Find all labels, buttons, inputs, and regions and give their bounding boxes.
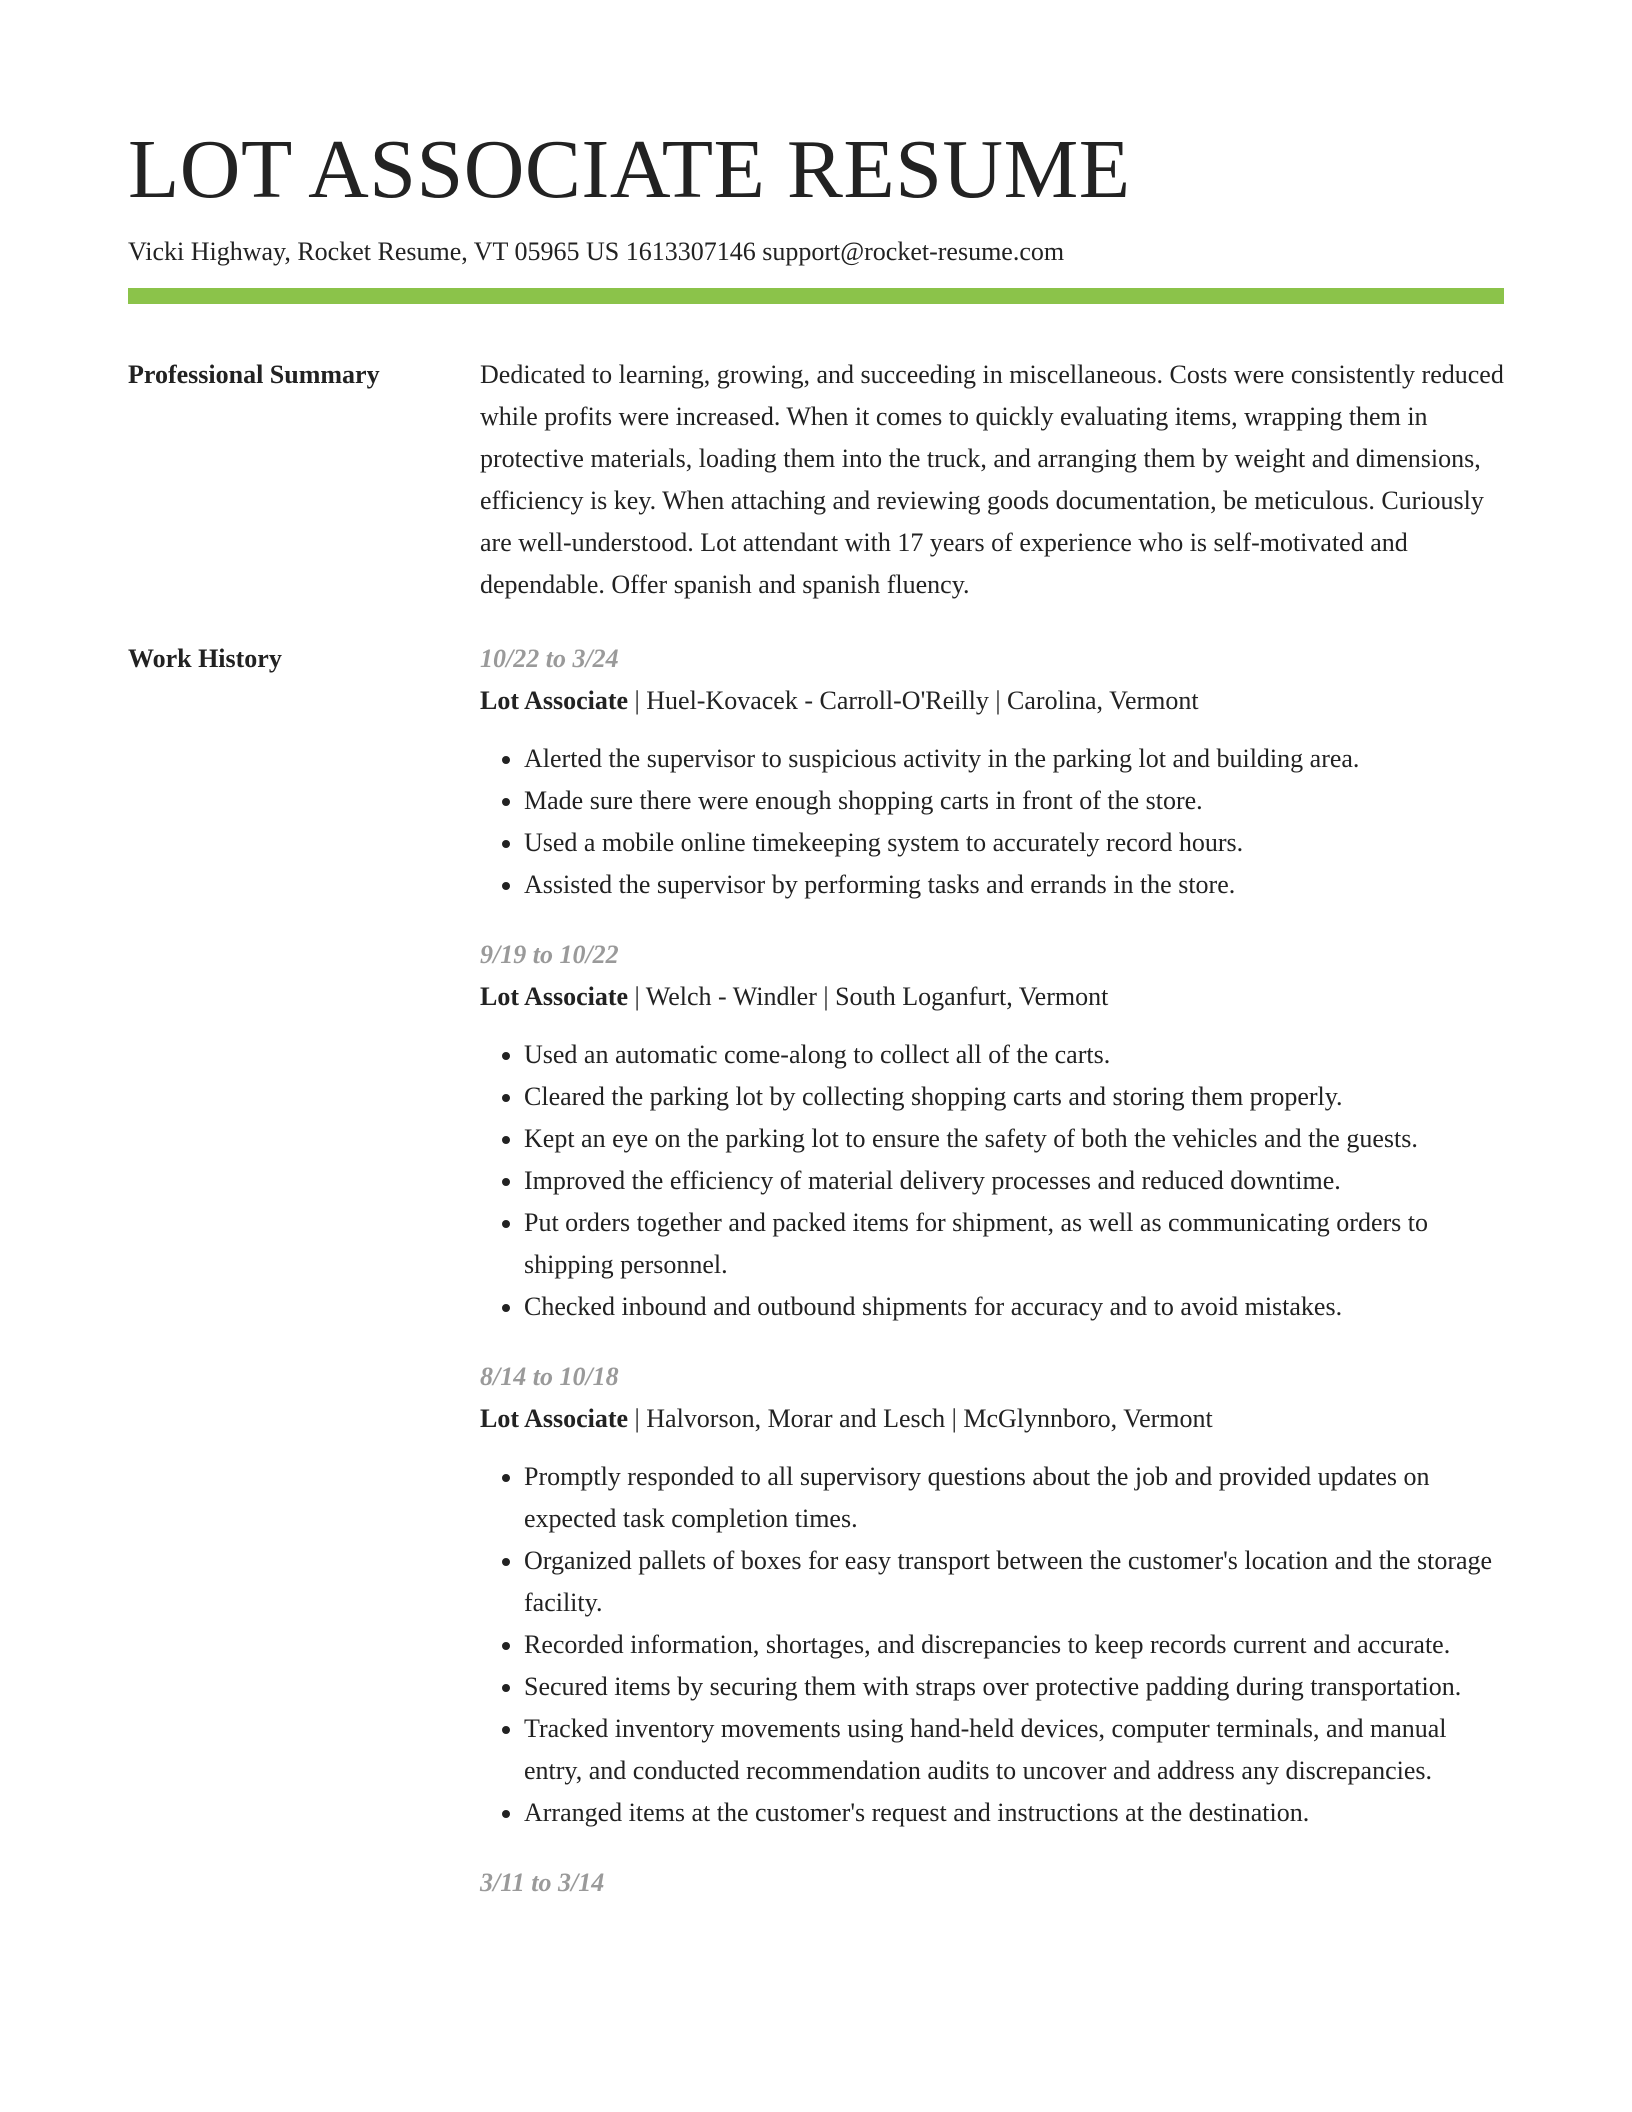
job-heading [480, 976, 1504, 1018]
job-bullet-item: • Cleared the parking lot by collecting shopping carts and storing them properly. [524, 1076, 1504, 1118]
job-dates: 10/22 to 3/24 [480, 644, 619, 673]
work-history-section [128, 638, 1504, 1932]
job-bullet-item: • Recorded information, shortages, and discrepancies to keep records current and accurate. [524, 1624, 1504, 1666]
job-bullet-list [480, 1034, 1504, 1328]
job-employer-location: | Welch - Windler | South Loganfurt, Vermont [628, 982, 1109, 1011]
contact-line: Vicki Highway, Rocket Resume, VT 05965 US 1613307146 support@rocket-resume.com [128, 237, 1065, 266]
job-employer-location: | Halvorson, Morar and Lesch | McGlynnboro, Vermont [628, 1404, 1213, 1433]
job-bullet-item: • Kept an eye on the parking lot to ensure the safety of both the vehicles and the guests. [524, 1118, 1504, 1160]
job-entry [480, 1356, 1504, 1834]
job-bullet-item: • Organized pallets of boxes for easy transport between the customer's location and the storage facility. [524, 1540, 1504, 1624]
job-dates: 8/14 to 10/18 [480, 1362, 619, 1391]
summary-body [480, 354, 1504, 606]
job-bullet-item: • Alerted the supervisor to suspicious activity in the parking lot and building area. [524, 738, 1504, 780]
job-entry [480, 1862, 1504, 1904]
section-label-work-history: Work History [128, 644, 282, 673]
job-bullet-list [480, 1456, 1504, 1834]
job-bullet-item: • Assisted the supervisor by performing tasks and errands in the store. [524, 864, 1504, 906]
job-title: Lot Associate [480, 982, 629, 1011]
job-bullet-item: • Promptly responded to all supervisory questions about the job and provided updates on expected task completion times. [524, 1456, 1504, 1540]
job-title: Lot Associate [480, 1404, 629, 1433]
job-employer-location: | Huel-Kovacek - Carroll-O'Reilly | Carolina, Vermont [628, 686, 1199, 715]
resume-page [128, 118, 1504, 1932]
job-bullet-item: • Arranged items at the customer's request and instructions at the destination. [524, 1792, 1504, 1834]
job-bullet-item: • Used an automatic come-along to collect all of the carts. [524, 1034, 1504, 1076]
job-bullet-item: • Improved the efficiency of material delivery processes and reduced downtime. [524, 1160, 1504, 1202]
job-bullet-item: • Tracked inventory movements using hand-held devices, computer terminals, and manual entry, and conducted recommendation audits to uncover and address any discrepancies. [524, 1708, 1504, 1792]
header-divider [128, 288, 1504, 304]
job-entry [480, 638, 1504, 906]
job-bullet-item: • Made sure there were enough shopping carts in front of the store. [524, 780, 1504, 822]
job-heading [480, 680, 1504, 722]
job-dates: 3/11 to 3/14 [480, 1868, 605, 1897]
job-bullet-item: • Checked inbound and outbound shipments for accuracy and to avoid mistakes. [524, 1286, 1504, 1328]
job-entry [480, 934, 1504, 1328]
professional-summary-section [128, 354, 1504, 606]
work-history-body [480, 638, 1504, 1932]
job-bullet-item: • Put orders together and packed items for shipment, as well as communicating orders to shipping personnel. [524, 1202, 1504, 1286]
job-title: Lot Associate [480, 686, 629, 715]
job-heading [480, 1398, 1504, 1440]
resume-title: LOT ASSOCIATE RESUME [128, 123, 1131, 216]
job-bullet-list [480, 738, 1504, 906]
job-bullet-item: • Secured items by securing them with straps over protective padding during transportation. [524, 1666, 1504, 1708]
summary-text: Dedicated to learning, growing, and succeeding in miscellaneous. Costs were consistently reduced while profits were increased. When it comes to quickly evaluating items, wrapping them in protective materials, loading them into the truck, and arranging them by weight and dimensions, efficiency is key. When attaching and reviewing goods documentation, be meticulous. Curiously are well-understood. Lot attendant with 17 years of experience who is self-motivated and dependable. Offer spanish and spanish fluency. [480, 360, 1504, 599]
section-label-summary: Professional Summary [128, 360, 380, 389]
job-bullet-item: • Used a mobile online timekeeping system to accurately record hours. [524, 822, 1504, 864]
job-dates: 9/19 to 10/22 [480, 940, 619, 969]
